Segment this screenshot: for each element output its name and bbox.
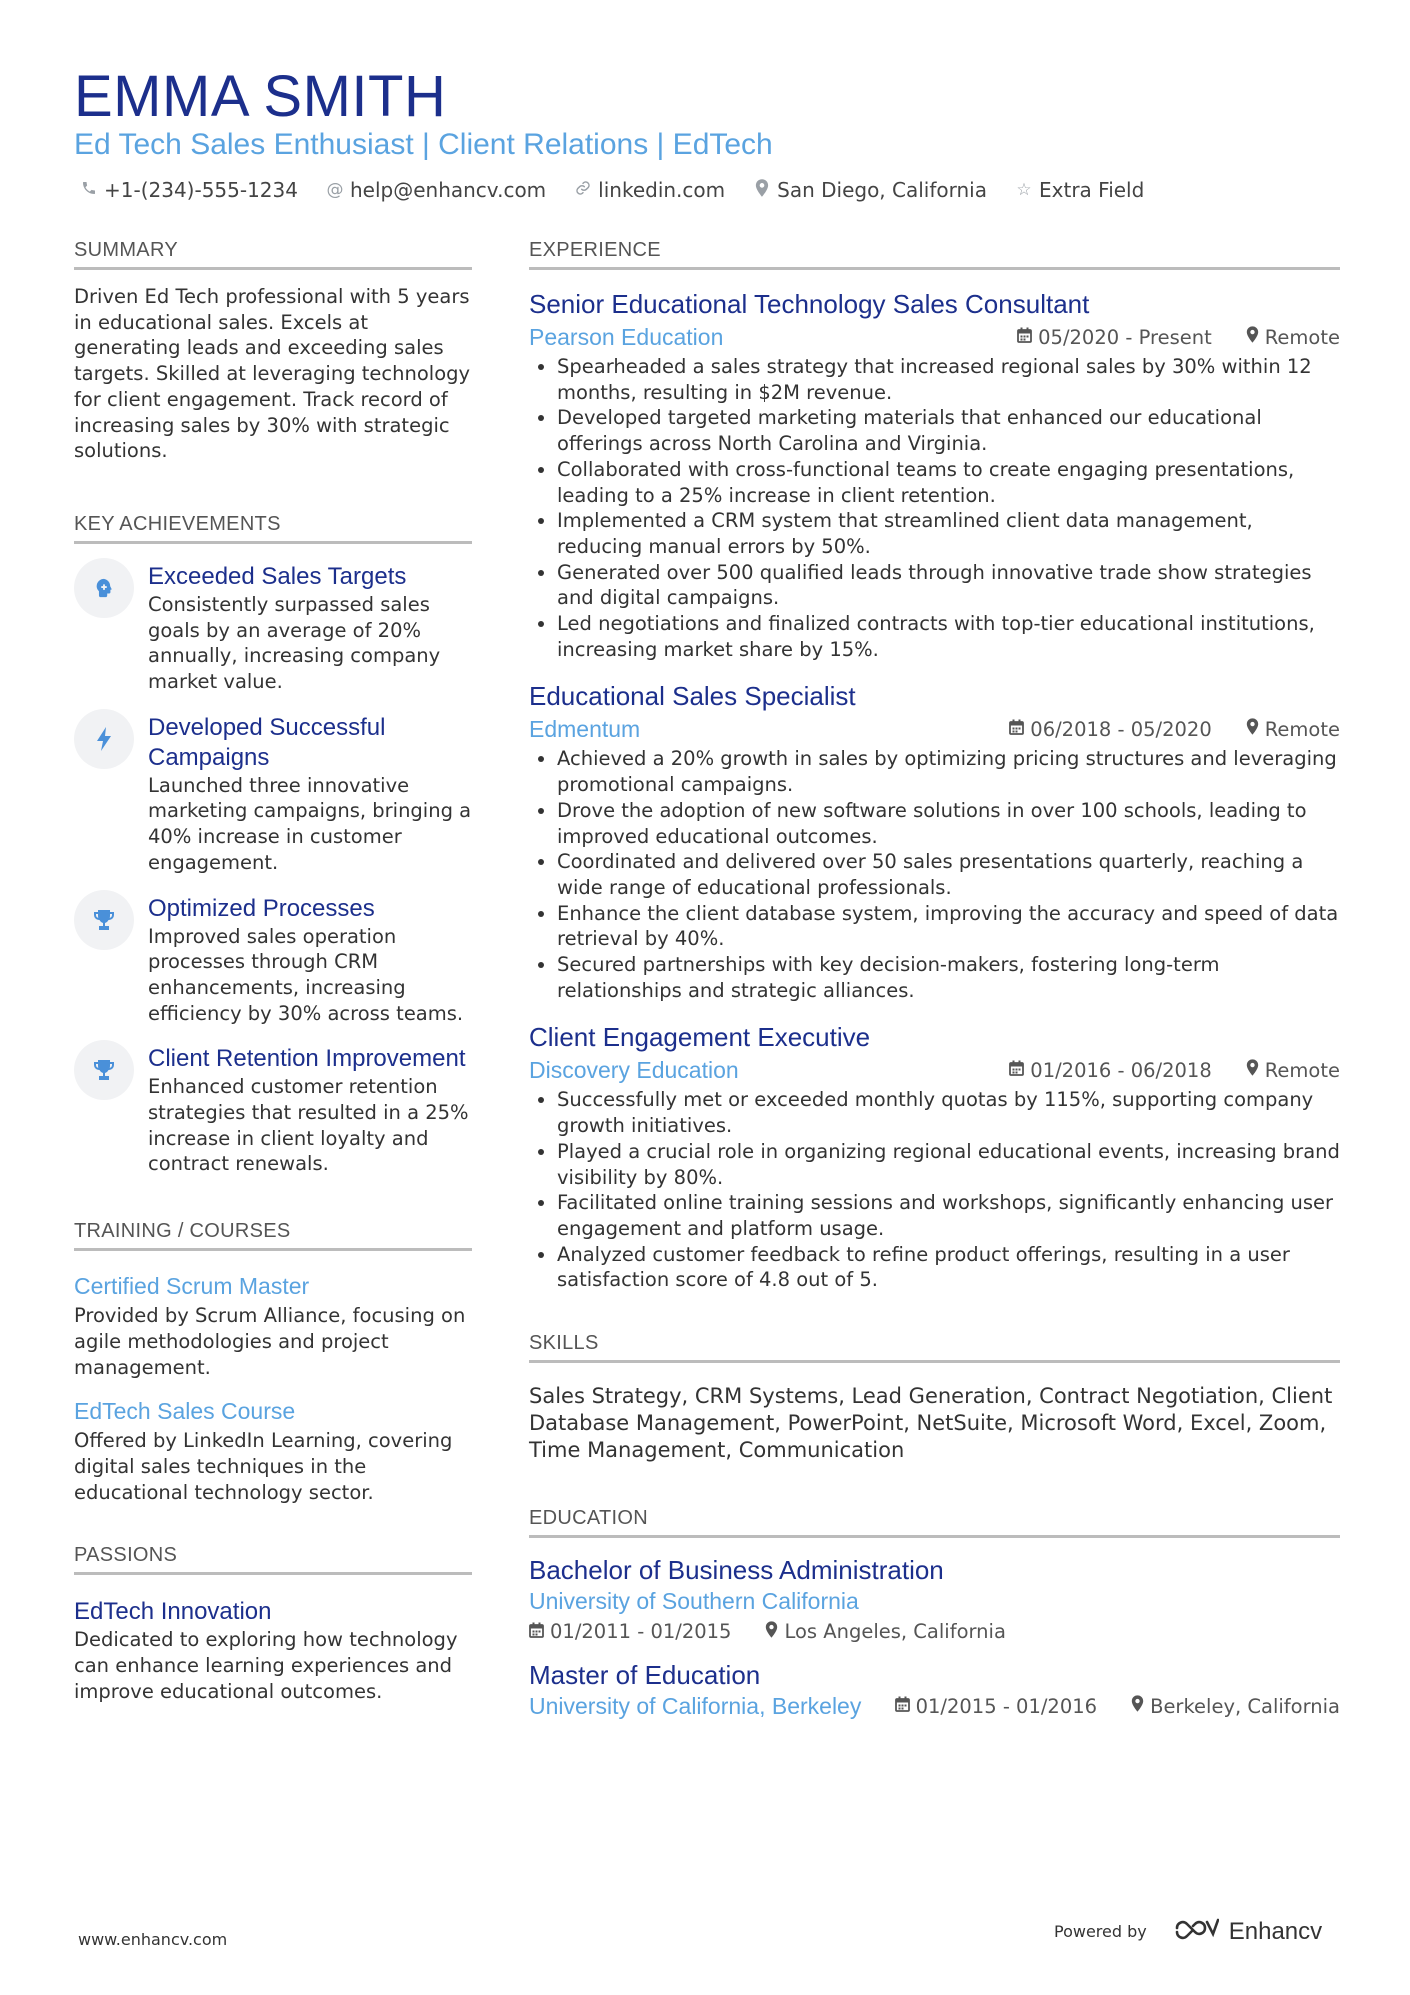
lightning-icon: [74, 709, 134, 769]
job-company: Edmentum: [529, 716, 641, 743]
contact-location-text: San Diego, California: [777, 178, 987, 202]
skills-section: [529, 1331, 1340, 1464]
enhancv-logo-icon: [1173, 1916, 1219, 1947]
experience-section: [529, 238, 1340, 1293]
training-heading: TRAINING / COURSES: [74, 1219, 472, 1251]
job-bullet: • Secured partnerships with key decision-makers, fostering long-term relationships and strategic alliances.: [557, 952, 1340, 1003]
footer-branding: [1054, 1916, 1322, 1947]
star-icon: ☆: [1016, 180, 1032, 200]
location-icon: [765, 1620, 778, 1643]
job-dates: 06/2018 - 05/2020: [1030, 717, 1212, 741]
course-desc: Offered by LinkedIn Learning, covering digital sales techniques in the educational technology sector.: [74, 1429, 453, 1504]
left-column: [74, 238, 472, 1705]
job-title: Client Engagement Executive: [529, 1022, 871, 1053]
summary-section: [74, 238, 472, 464]
contact-extra-text: Extra Field: [1039, 178, 1145, 202]
contact-location[interactable]: [753, 178, 987, 202]
job-entry: [529, 288, 1340, 662]
candidate-name: EMMA SMITH: [74, 64, 447, 129]
contact-email[interactable]: [326, 178, 546, 202]
education-school: University of Southern California: [529, 1588, 859, 1615]
education-dates: 01/2015 - 01/2016: [915, 1694, 1098, 1718]
contact-phone-text: +1-(234)-555-1234: [104, 178, 298, 202]
job-bullet: • Drove the adoption of new software solutions in over 100 schools, leading to improved educational outcomes.: [557, 798, 1340, 849]
location-icon: [1131, 1695, 1144, 1717]
trophy-icon: [74, 890, 134, 950]
brand-logo[interactable]: [1173, 1916, 1322, 1947]
job-location: Remote: [1264, 1058, 1340, 1082]
contact-linkedin[interactable]: [574, 178, 725, 202]
summary-heading: SUMMARY: [74, 238, 472, 270]
job-company: Discovery Education: [529, 1057, 739, 1084]
job-dates: 01/2016 - 06/2018: [1030, 1058, 1212, 1082]
education-location: Los Angeles, California: [784, 1620, 1006, 1644]
job-bullet: • Generated over 500 qualified leads through innovative trade show strategies and digital campaigns.: [557, 560, 1340, 611]
job-company: Pearson Education: [529, 324, 724, 350]
contact-linkedin-text: linkedin.com: [598, 178, 726, 202]
phone-icon: [80, 180, 98, 201]
location-icon: [753, 179, 771, 202]
achievement-title: Optimized Processes: [148, 894, 375, 922]
achievement-desc: Launched three innovative marketing campaigns, bringing a 40% increase in customer engagement.: [148, 773, 472, 874]
contact-phone[interactable]: [80, 178, 298, 202]
job-entry: [529, 1021, 1340, 1293]
achievement-item: [74, 894, 472, 1027]
education-location: Berkeley, California: [1150, 1694, 1340, 1718]
contact-email-text: help@enhancv.com: [349, 178, 547, 202]
passion-title: EdTech Innovation: [74, 1598, 272, 1626]
achievement-item: [74, 562, 472, 695]
achievements-section: [74, 512, 472, 1177]
job-bullet: • Spearheaded a sales strategy that increased regional sales by 30% within 12 months, resulting in $2M revenue.: [557, 354, 1340, 405]
link-icon: [574, 180, 592, 201]
education-degree: Bachelor of Business Administration: [529, 1555, 944, 1586]
footer-website[interactable]: www.enhancv.com: [78, 1930, 228, 1949]
skills-heading: SKILLS: [529, 1331, 1340, 1363]
education-school: University of California, Berkeley: [529, 1693, 862, 1720]
job-bullet: • Collaborated with cross-functional teams to create engaging presentations, leading to a 25% increase in client retention.: [557, 457, 1340, 508]
job-bullet: • Coordinated and delivered over 50 sales presentations quarterly, reaching a wide range of educational professionals.: [557, 849, 1340, 900]
powered-by-label: Powered by: [1054, 1922, 1147, 1941]
job-bullet: • Implemented a CRM system that streamlined client data management, reducing manual errors by 50%.: [557, 508, 1340, 559]
calendar-icon: [1009, 719, 1024, 740]
trophy-icon: [74, 1040, 134, 1100]
job-bullet: • Successfully met or exceeded monthly quotas by 115%, supporting company growth initiatives.: [557, 1087, 1340, 1138]
achievement-desc: Improved sales operation processes through CRM enhancements, increasing efficiency by 30% across teams.: [148, 924, 464, 1025]
education-degree: Master of Education: [529, 1660, 761, 1691]
calendar-icon: [895, 1696, 910, 1717]
job-bullet: • Enhance the client database system, improving the accuracy and speed of data retrieval by 40%.: [557, 901, 1340, 952]
job-entry: [529, 680, 1340, 1003]
course-title: EdTech Sales Course: [74, 1398, 296, 1425]
achievement-desc: Consistently surpassed sales goals by an average of 20% annually, increasing company market value.: [148, 592, 441, 694]
at-icon: @: [326, 180, 344, 200]
course-desc: Provided by Scrum Alliance, focusing on agile methodologies and project management.: [74, 1304, 466, 1379]
job-title: Senior Educational Technology Sales Consultant: [529, 289, 1090, 319]
achievement-item: [74, 1044, 472, 1177]
right-column: [529, 238, 1340, 1721]
summary-text: Driven Ed Tech professional with 5 years in educational sales. Excels at generating leads and exceeding sales targets. Skilled at leveraging technology for client engagement. Track record of increasing sales by 30% with strategic solutions.: [74, 285, 471, 463]
location-icon: [1246, 1059, 1259, 1081]
education-section: [529, 1506, 1340, 1721]
contact-extra[interactable]: [1015, 178, 1144, 202]
achievement-item: [74, 713, 472, 876]
passions-section: [74, 1543, 472, 1704]
passions-heading: PASSIONS: [74, 1543, 472, 1575]
passion-desc: Dedicated to exploring how technology can enhance learning experiences and improve educational outcomes.: [74, 1628, 458, 1703]
location-icon: [1246, 718, 1259, 740]
contact-bar: [80, 178, 1144, 202]
job-bullet: • Developed targeted marketing materials that enhanced our educational offerings across North Carolina and Virginia.: [557, 405, 1340, 456]
job-bullets: [529, 354, 1340, 662]
course-title: Certified Scrum Master: [74, 1273, 310, 1300]
calendar-icon: [529, 1620, 544, 1643]
experience-heading: EXPERIENCE: [529, 238, 1340, 270]
education-heading: EDUCATION: [529, 1506, 1340, 1538]
skills-text: Sales Strategy, CRM Systems, Lead Generation, Contract Negotiation, Client Database Management, PowerPoint, NetSuite, Microsoft Word, Excel, Zoom, Time Management, Communication: [529, 1384, 1333, 1463]
brand-name: Enhancv: [1228, 1917, 1323, 1945]
job-location: Remote: [1264, 325, 1340, 349]
job-dates: 05/2020 - Present: [1038, 325, 1212, 349]
achievements-heading: KEY ACHIEVEMENTS: [74, 512, 472, 544]
achievement-title: Client Retention Improvement: [148, 1045, 466, 1073]
job-bullets: [529, 746, 1340, 1003]
job-bullet: • Facilitated online training sessions and workshops, significantly enhancing user engagement and platform usage.: [557, 1190, 1340, 1241]
achievement-desc: Enhanced customer retention strategies that resulted in a 25% increase in client loyalty and contract renewals.: [148, 1075, 469, 1176]
job-bullets: [529, 1087, 1340, 1293]
calendar-icon: [1009, 1060, 1024, 1081]
job-bullet: • Led negotiations and finalized contracts with top-tier educational institutions, increasing market share by 15%.: [557, 611, 1340, 662]
job-bullet: • Played a crucial role in organizing regional educational events, increasing brand visibility by 80%.: [557, 1139, 1340, 1190]
job-bullet: • Analyzed customer feedback to refine product offerings, resulting in a user satisfaction score of 4.8 out of 5.: [557, 1242, 1340, 1293]
achievement-title: Exceeded Sales Targets: [148, 562, 407, 590]
location-icon: [1246, 326, 1259, 348]
education-dates: 01/2011 - 01/2015: [550, 1620, 732, 1644]
job-title: Educational Sales Specialist: [529, 681, 856, 712]
job-location: Remote: [1264, 717, 1340, 741]
job-bullet: • Achieved a 20% growth in sales by optimizing pricing structures and leveraging promotional campaigns.: [557, 746, 1340, 797]
calendar-icon: [1017, 327, 1032, 348]
candidate-tagline: Ed Tech Sales Enthusiast | Client Relations | EdTech: [74, 128, 773, 161]
training-section: [74, 1219, 472, 1505]
education-entry: [529, 1554, 1340, 1643]
brain-icon: [74, 558, 134, 618]
achievement-title: Developed Successful Campaigns: [148, 713, 386, 771]
education-entry: [529, 1659, 1340, 1721]
